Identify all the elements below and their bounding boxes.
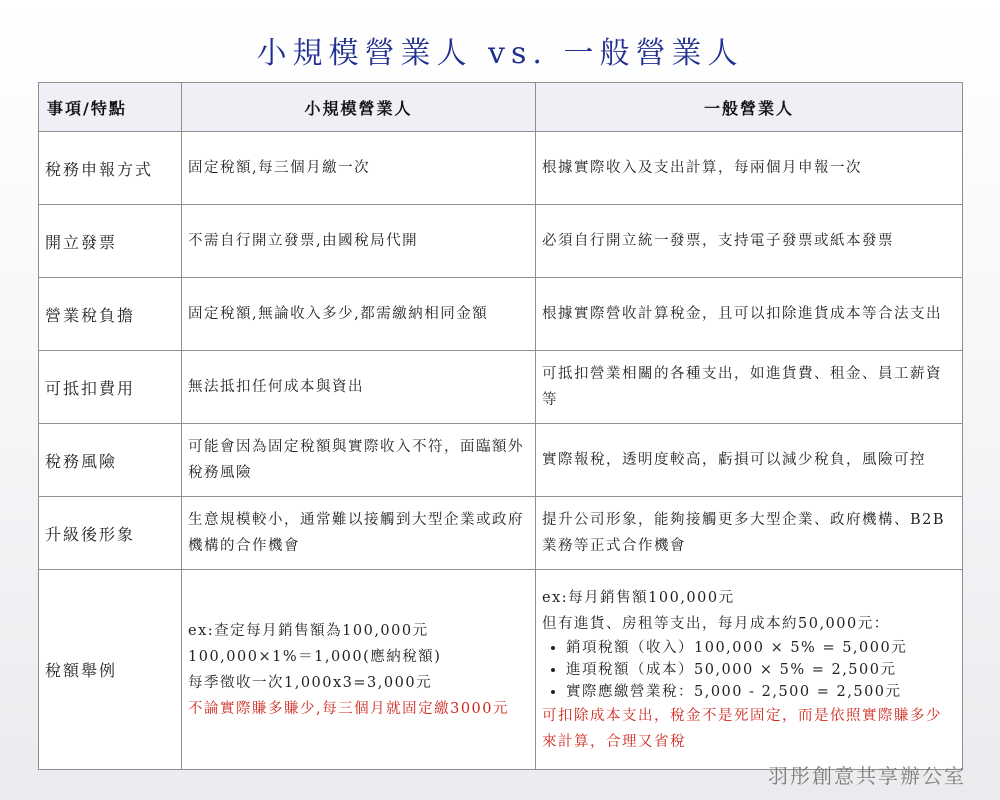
table-row: [39, 424, 963, 497]
small-business-cell: 無法抵扣任何成本與資出: [182, 351, 536, 424]
table-row: [39, 205, 963, 278]
table-row: [39, 351, 963, 424]
example-line: ex:每月銷售額100,000元: [542, 589, 735, 606]
header-general-business: 一般營業人: [536, 83, 963, 132]
small-business-cell: 可能會因為固定稅額與實際收入不符，面臨額外稅務風險: [182, 424, 536, 497]
example-row: [39, 570, 963, 770]
general-business-cell: 根據實際收入及支出計算，每兩個月申報一次: [536, 132, 963, 205]
example-line: 每季徵收一次1,000x3=3,000元: [188, 674, 433, 691]
table-row: [39, 497, 963, 570]
small-business-cell: 固定稅額,無論收入多少,都需繳納相同金額: [182, 278, 536, 351]
page-title: 小規模營業人 vs. 一般營業人: [256, 36, 744, 71]
footer-brand: 羽彤創意共享辦公室: [768, 764, 966, 788]
general-business-cell: 根據實際營收計算稅金，且可以扣除進貨成本等合法支出: [536, 278, 963, 351]
example-line: 100,000×1%＝1,000(應納稅額): [188, 648, 442, 665]
example-bullet-list: [542, 637, 956, 703]
row-label: 升級後形象: [39, 497, 182, 570]
example-bullet: • 實際應繳營業稅：5,000 - 2,500 = 2,500元: [566, 681, 956, 703]
general-business-cell: 提升公司形象，能夠接觸更多大型企業、政府機構、B2B業務等正式合作機會: [536, 497, 963, 570]
small-business-cell: 固定稅額,每三個月繳一次: [182, 132, 536, 205]
general-business-cell: 必須自行開立統一發票，支持電子發票或紙本發票: [536, 205, 963, 278]
example-bullet: • 銷項稅額（收入）100,000 × 5% = 5,000元: [566, 637, 956, 659]
row-label: 開立發票: [39, 205, 182, 278]
small-business-cell: 不需自行開立發票,由國稅局代開: [182, 205, 536, 278]
header-small-business: 小規模營業人: [182, 83, 536, 132]
row-label: 稅務風險: [39, 424, 182, 497]
general-business-cell: 可抵扣營業相關的各種支出，如進貨費、租金、員工薪資等: [536, 351, 963, 424]
example-bullet: • 進項稅額（成本）50,000 × 5% = 2,500元: [566, 659, 956, 681]
row-label: 稅額舉例: [39, 570, 182, 770]
general-business-cell: 實際報稅，透明度較高，虧損可以減少稅負，風險可控: [536, 424, 963, 497]
table-row: [39, 132, 963, 205]
example-line: 但有進貨、房租等支出，每月成本約50,000元：: [542, 615, 890, 632]
example-note: 不論實際賺多賺少,每三個月就固定繳3000元: [188, 700, 510, 717]
small-business-example: [182, 570, 536, 770]
general-business-example: [536, 570, 963, 770]
row-label: 可抵扣費用: [39, 351, 182, 424]
example-line: ex:查定每月銷售額為100,000元: [188, 622, 429, 639]
row-label: 稅務申報方式: [39, 132, 182, 205]
example-note: 可扣除成本支出，稅金不是死固定，而是依照實際賺多少來計算，合理又省稅: [542, 707, 942, 750]
header-item: 事項/特點: [39, 83, 182, 132]
row-label: 營業稅負擔: [39, 278, 182, 351]
small-business-cell: 生意規模較小，通常難以接觸到大型企業或政府機構的合作機會: [182, 497, 536, 570]
comparison-table: [38, 82, 963, 770]
table-header-row: [39, 83, 963, 132]
table-row: [39, 278, 963, 351]
